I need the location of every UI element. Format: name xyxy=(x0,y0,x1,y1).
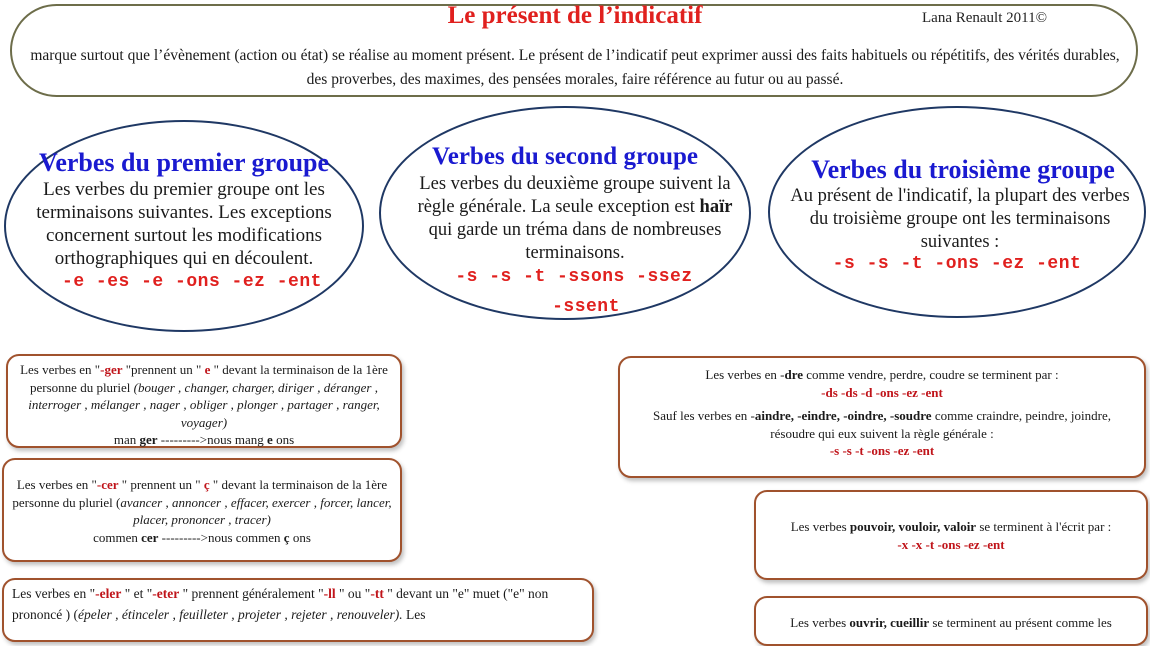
second-group-title: Verbes du second groupe xyxy=(431,143,698,170)
rule-ouvrir-text: Les verbes ouvrir, cueillir se terminent au présent comme les xyxy=(790,615,1112,630)
first-group-body: Les verbes du premier groupe ont les terminaisons suivantes. Les exceptions concernent surtout les modifications orthographiques qui en découlent. xyxy=(36,179,332,269)
third-group-title: Verbes du troisième groupe xyxy=(811,155,1115,184)
rule-dre-text: Les verbes en -dre comme vendre, perdre, coudre se terminent par : -ds -ds -d -ons -ez -ent Sauf les verbes en -aindre, -eindre, -oindre, -soudre comme craindre, peindre, joindre, résoudre qui eux suivent la règle générale : -s -s -t -ons -ez -ent xyxy=(653,367,1111,458)
rule-box-dre xyxy=(618,356,1146,478)
rule-box-cer xyxy=(2,458,402,562)
third-group-body: Au présent de l'indicatif, la plupart des verbes du troisième groupe ont les terminaisons suivantes : xyxy=(790,186,1130,252)
first-group-endings: -e -es -e -ons -ez -ent xyxy=(62,272,322,292)
rule-cer-text: Les verbes en "-cer " prennent un " ç " devant la terminaison de la 1ère personne du pluriel (avancer , annoncer , effacer, exercer , forcer, lancer, placer, prononcer , tracer) commen cer --------->nous commen ç ons xyxy=(12,477,392,545)
first-group-title: Verbes du premier groupe xyxy=(38,148,330,177)
rule-pouvoir-text: Les verbes pouvoir, vouloir, valoir se terminent à l'écrit par : -x -x -t -ons -ez -ent xyxy=(790,519,1112,552)
page-title: Le présent de l’indicatif xyxy=(447,2,703,29)
intro-text: marque surtout que l’évènement (action ou état) se réalise au moment présent. Le présent de l’indicatif peut exprimer aussi des faits habituels ou répétitifs, des vérités durables, des proverbes, des maximes, des pensées morales, faire référence au futur ou au passé. xyxy=(30,47,1120,88)
third-group-endings: -s -s -t -ons -ez -ent xyxy=(832,254,1082,274)
author-credit: Lana Renault 2011© xyxy=(922,10,1047,26)
rule-box-pouvoir xyxy=(754,490,1148,580)
second-group-endings-line1: -s -s -t -ssons -ssez xyxy=(455,267,693,287)
second-group-endings-line2: -ssent xyxy=(552,297,620,317)
second-group-body: Les verbes du deuxième groupe suivent la règle générale. La seule exception est haïr qui garde un tréma dans de nombreuses terminaisons. xyxy=(417,174,733,263)
rule-ger-text: Les verbes en "-ger "prennent un " e " devant la terminaison de la 1ère personne du pluriel (bouger , changer, charger, diriger , déranger , interroger , mélanger , nager , obliger , plonger , partager , ranger, voyager) man ger --------->nous mang e ons xyxy=(20,362,388,447)
rule-eler-eter-text: Les verbes en "-eler " et "-eter " prennent généralement "-ll " ou "-tt " devant un "e" muet ("e" non prononcé ) (épeler , étinceler , feuilleter , projeter , rejeter , renouveler). Les xyxy=(12,586,549,622)
rule-box-ouvrir xyxy=(754,596,1148,646)
rule-box-ger xyxy=(6,354,402,448)
rule-box-eler-eter xyxy=(2,578,594,642)
